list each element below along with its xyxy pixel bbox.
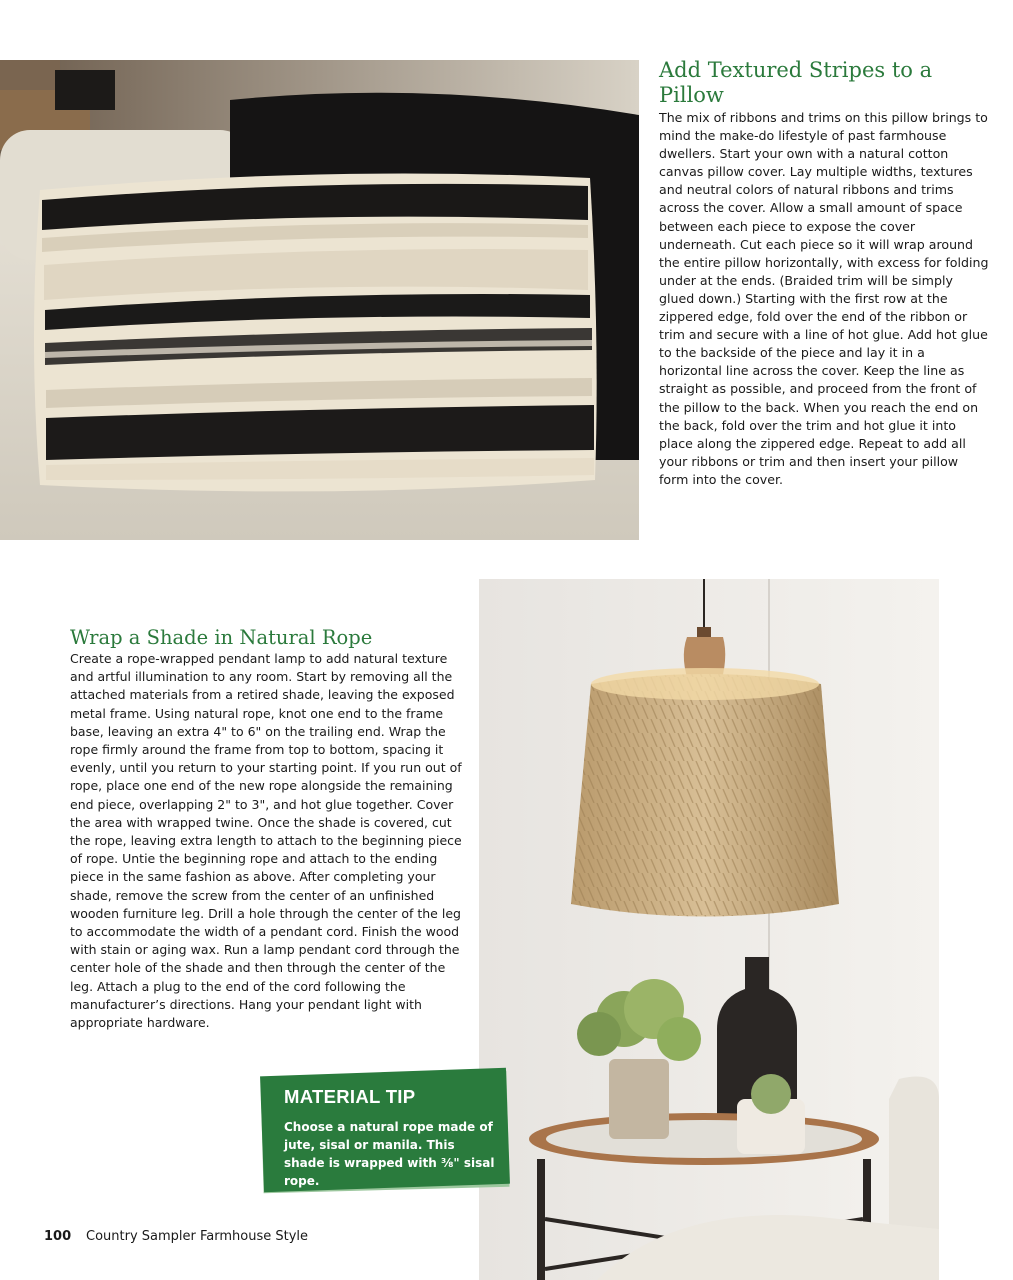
article-body-shade: Create a rope-wrapped pendant lamp to add natural texture and artful illumination to any room. Start by removing all the attached materials from a retired shade, leaving the exposed metal frame. Using natural rope, knot one end to the frame base, leaving an extra 4" to 6" on the trailing end. Wrap the rope firmly around the frame from top to bottom, spacing it evenly, until you return to your starting point. If you run out of rope, place one end of the new rope alongside the remaining end piece, overlapping 2" to 3", and hot glue together. Cover the area with wrapped twine. Once the shade is covered, cut the rope, leaving extra length to attach to the beginning piece of rope. Untie the beginning rope and attach to the ending piece in the same fashion as above. After completing your shade, remove the screw from the center of an unfinished wooden furniture leg. Drill a hole through the center of the leg to accommodate the width of a pendant cord. Finish the wood with stain or aging wax. Run a lamp pendant cord through the center hole of the shade and then through the center of the leg. Attach a plug to the end of the cord following the manufacturer’s directions. Hang your pendant light with appropriate hardware. xyxy=(70,651,462,1031)
page-number: 100 xyxy=(44,1229,72,1244)
article-title-shade: Wrap a Shade in Natural Rope xyxy=(70,626,373,649)
article-body-pillow: The mix of ribbons and trims on this pillow brings to mind the make-do lifestyle of past farmhouse dwellers. Start your own with a natural cotton canvas pillow cover. Lay multiple widths, textures and neutral colors of natural ribbons and trims across the cover. Allow a small amount of space between each piece to expose the cover underneath. Cut each piece so it will wrap around the entire pillow horizontally, with excess for folding under at the ends. (Braided trim will be simply glued down.) Starting with the first row at the zippered edge, fold over the end of the ribbon or trim and secure with a line of hot glue. Add hot glue to the backside of the piece and lay it in a horizontal line across the cover. Keep the line as straight as possible, and proceed from the front of the pillow to the back. When you reach the end on the back, fold over the trim and hot glue it into place along the zippered edge. Repeat to add all your ribbons or trim and then insert your pillow form into the cover. xyxy=(659,110,989,487)
rope-lamp-photo xyxy=(479,579,939,1280)
publication-name: Country Sampler Farmhouse Style xyxy=(86,1229,309,1244)
pillow-photo xyxy=(0,60,639,540)
article-title-pillow: Add Textured Stripes to a Pillow xyxy=(659,58,933,107)
material-tip-heading: MATERIAL TIP xyxy=(284,1086,416,1107)
material-tip-text: Choose a natural rope made of jute, sisal or manila. This shade is wrapped with ⅜" sisal rope. xyxy=(284,1120,495,1188)
